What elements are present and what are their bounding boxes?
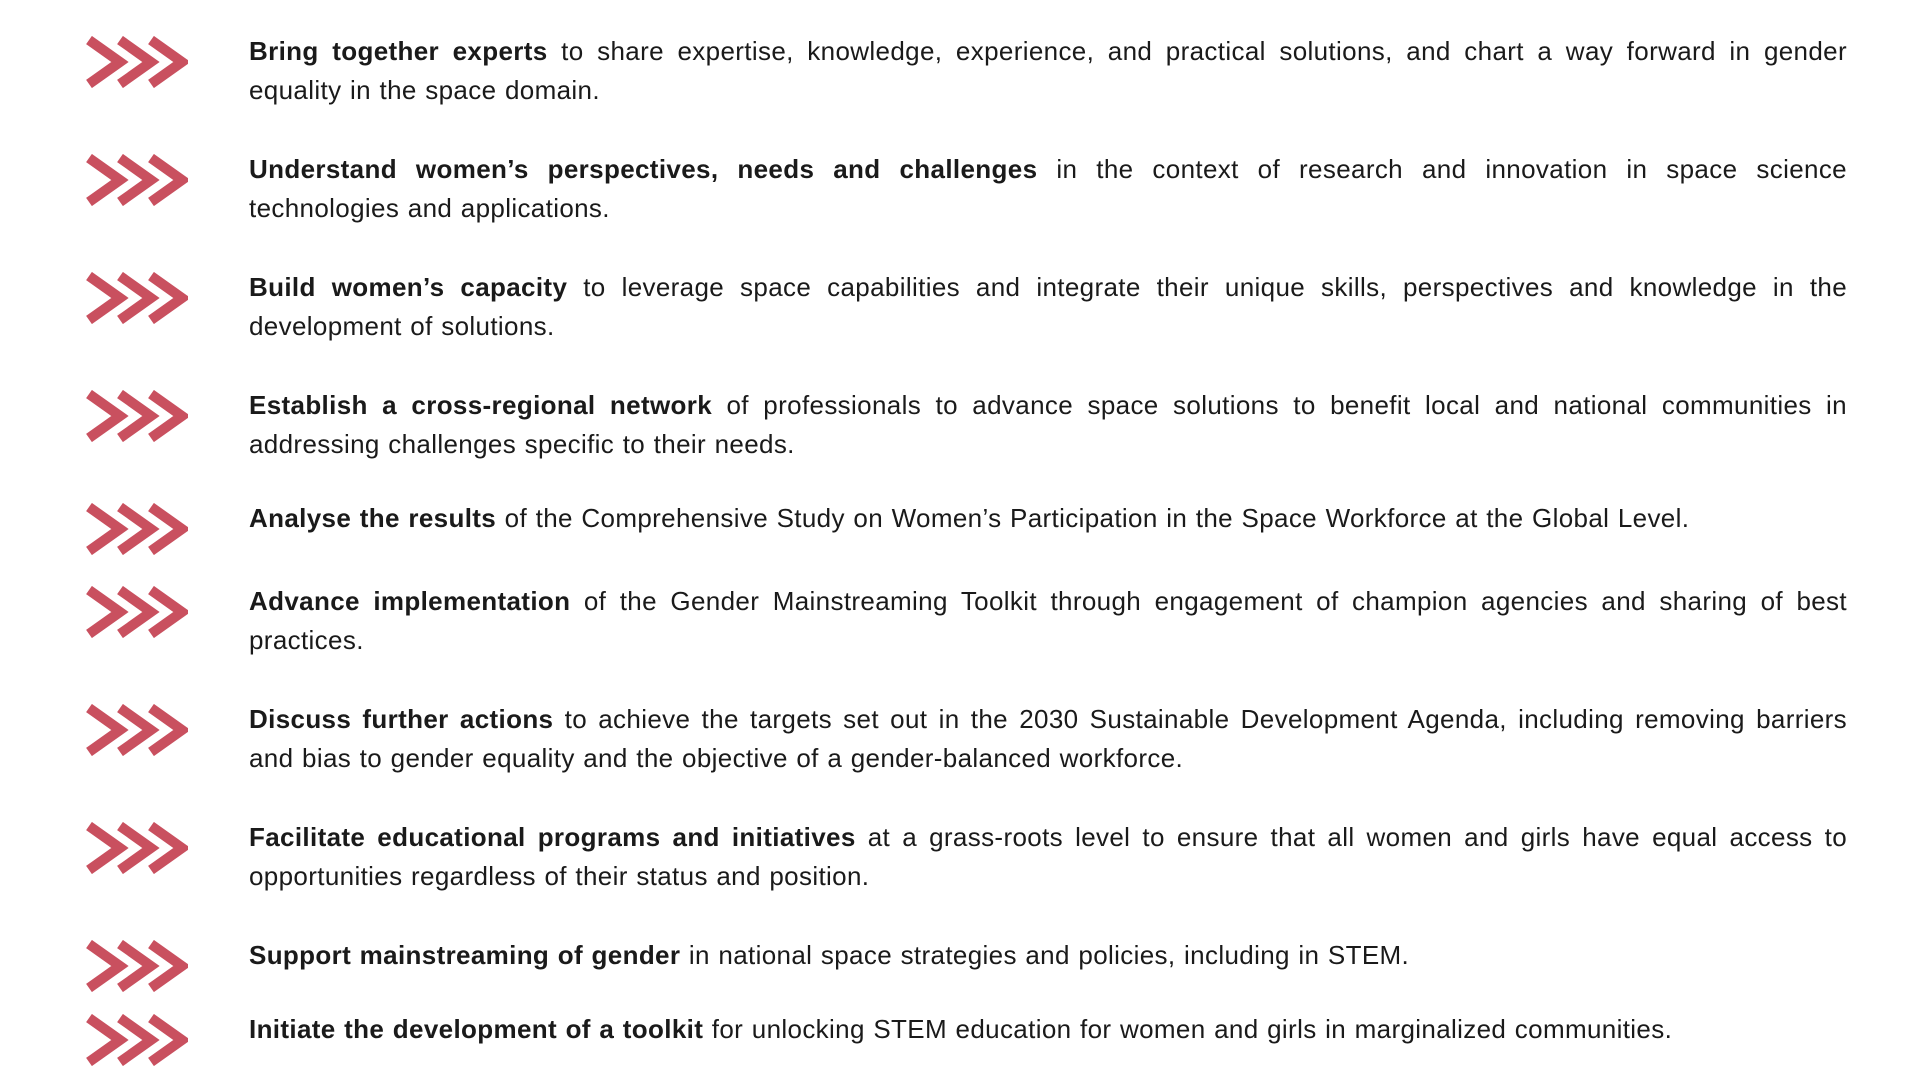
objective-description: in national space strategies and policies, including in STEM. [680, 940, 1410, 970]
objective-description: in the context of research and innovation in space science technologies and applications. [249, 154, 1847, 223]
objective-description: to share expertise, knowledge, experience, and practical solutions, and chart a way forward in gender equality in the space domain. [249, 36, 1847, 105]
objective-description: for unlocking STEM education for women and girls in marginalized communities. [703, 1014, 1673, 1044]
objective-description: at a grass-roots level to ensure that all women and girls have equal access to opportunities regardless of their status and position. [249, 822, 1848, 891]
objective-lead: Initiate the development of a toolkit [249, 1014, 704, 1044]
triple-chevron-right-icon [86, 154, 188, 206]
objective-text [249, 386, 1847, 464]
objective-text [249, 700, 1847, 778]
objective-lead: Support mainstreaming of gender [249, 940, 681, 970]
objective-lead: Analyse the results [249, 503, 497, 533]
objective-text [249, 150, 1847, 228]
objective-description: of the Gender Mainstreaming Toolkit through engagement of champion agencies and sharing of best practices. [249, 586, 1847, 655]
objective-text [249, 32, 1847, 110]
objective-description: to achieve the targets set out in the 2030 Sustainable Development Agenda, including removing barriers and bias to gender equality and the objective of a gender-balanced workforce. [249, 704, 1847, 773]
objective-lead: Advance implementation [249, 586, 571, 616]
objective-description: of professionals to advance space solutions to benefit local and national communities in addressing challenges specific to their needs. [249, 390, 1847, 459]
objective-text [249, 499, 1847, 538]
objective-description: to leverage space capabilities and integrate their unique skills, perspectives and knowledge in the development of solutions. [249, 272, 1848, 341]
triple-chevron-right-icon [86, 272, 188, 324]
objective-text [249, 818, 1847, 896]
objective-text [249, 1010, 1847, 1049]
objective-lead: Discuss further actions [249, 704, 554, 734]
triple-chevron-right-icon [86, 940, 188, 992]
objective-text [249, 936, 1847, 975]
objective-lead: Build women’s capacity [249, 272, 568, 302]
objective-lead: Understand women’s perspectives, needs and challenges [249, 154, 1038, 184]
triple-chevron-right-icon [86, 704, 188, 756]
objective-description: of the Comprehensive Study on Women’s Participation in the Space Workforce at the Global Level. [496, 503, 1690, 533]
objective-text [249, 268, 1847, 346]
triple-chevron-right-icon [86, 822, 188, 874]
objective-lead: Establish a cross-regional network [249, 390, 713, 420]
triple-chevron-right-icon [86, 586, 188, 638]
triple-chevron-right-icon [86, 503, 188, 555]
triple-chevron-right-icon [86, 390, 188, 442]
objective-text [249, 582, 1847, 660]
objective-lead: Bring together experts [249, 36, 548, 66]
objective-lead: Facilitate educational programs and initiatives [249, 822, 856, 852]
triple-chevron-right-icon [86, 1014, 188, 1066]
triple-chevron-right-icon [86, 36, 188, 88]
